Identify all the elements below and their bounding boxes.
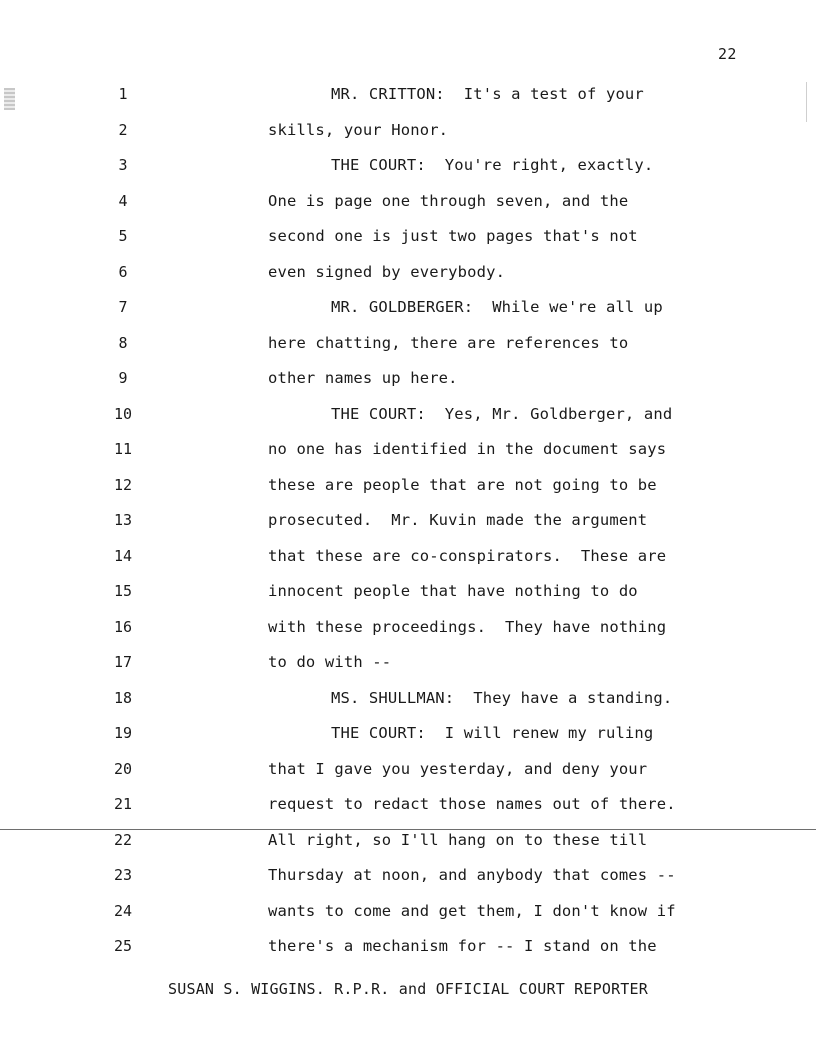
line-text: there's a mechanism for -- I stand on the [268, 937, 657, 955]
line-text: innocent people that have nothing to do [268, 582, 638, 600]
line-text: that I gave you yesterday, and deny your [268, 759, 648, 778]
transcript-line [0, 686, 816, 722]
line-number: 19 [113, 724, 133, 742]
line-text: second one is just two pages that's not [268, 227, 638, 245]
transcript-line [0, 331, 816, 367]
line-number: 14 [113, 546, 133, 565]
line-number: 21 [113, 795, 133, 813]
line-text: THE COURT: Yes, Mr. Goldberger, and [331, 404, 673, 423]
line-number: 13 [113, 511, 133, 529]
transcript-line [0, 473, 816, 509]
line-number: 6 [118, 262, 128, 281]
line-number: 10 [113, 404, 133, 423]
line-text: One is page one through seven, and the [268, 191, 629, 210]
line-number: 5 [118, 227, 128, 245]
line-number: 16 [113, 617, 133, 636]
line-text: here chatting, there are references to [268, 333, 629, 352]
line-number: 25 [113, 937, 133, 955]
line-number: 23 [113, 866, 133, 884]
page-divider-line [0, 829, 816, 830]
line-text: wants to come and get them, I don't know if [268, 901, 676, 920]
transcript-body [0, 82, 816, 970]
line-text: MR. CRITTON: It's a test of your [331, 85, 644, 103]
line-number: 7 [118, 298, 128, 316]
transcript-line [0, 650, 816, 686]
transcript-line [0, 757, 816, 793]
line-number: 3 [118, 156, 128, 174]
line-text: MS. SHULLMAN: They have a standing. [331, 688, 673, 707]
transcript-line [0, 508, 816, 544]
transcript-line [0, 189, 816, 225]
transcript-line [0, 118, 816, 154]
line-number: 17 [113, 653, 133, 671]
line-number: 2 [118, 120, 128, 139]
transcript-line [0, 934, 816, 970]
line-text: no one has identified in the document says [268, 440, 667, 458]
line-number: 12 [113, 475, 133, 494]
line-text: All right, so I'll hang on to these till [268, 830, 648, 849]
line-text: request to redact those names out of there. [268, 795, 676, 813]
transcript-line [0, 82, 816, 118]
line-text: MR. GOLDBERGER: While we're all up [331, 298, 663, 316]
line-text: with these proceedings. They have nothing [268, 617, 667, 636]
line-number: 24 [113, 901, 133, 920]
line-number: 18 [113, 688, 133, 707]
transcript-line [0, 828, 816, 864]
transcript-line [0, 792, 816, 828]
line-number: 20 [113, 759, 133, 778]
transcript-line [0, 295, 816, 331]
line-text: skills, your Honor. [268, 120, 449, 139]
transcript-line [0, 615, 816, 651]
line-text: even signed by everybody. [268, 262, 506, 281]
line-number: 8 [118, 333, 128, 352]
transcript-line [0, 402, 816, 438]
transcript-line [0, 544, 816, 580]
court-reporter-footer: SUSAN S. WIGGINS. R.P.R. and OFFICIAL COURT REPORTER [168, 980, 648, 998]
line-text: that these are co-conspirators. These are [268, 546, 667, 565]
line-text: other names up here. [268, 369, 458, 387]
transcript-line [0, 224, 816, 260]
line-text: THE COURT: I will renew my ruling [331, 724, 654, 742]
line-number: 11 [113, 440, 133, 458]
transcript-line [0, 899, 816, 935]
transcript-line [0, 437, 816, 473]
line-number: 4 [118, 191, 128, 210]
line-text: THE COURT: You're right, exactly. [331, 156, 654, 174]
line-text: Thursday at noon, and anybody that comes -- [268, 866, 676, 884]
transcript-line [0, 260, 816, 296]
transcript-line [0, 863, 816, 899]
transcript-line [0, 579, 816, 615]
line-text: to do with -- [268, 653, 392, 671]
line-number: 1 [118, 85, 128, 103]
transcript-line [0, 366, 816, 402]
line-text: these are people that are not going to be [268, 475, 657, 494]
line-number: 22 [113, 830, 133, 849]
transcript-line [0, 721, 816, 757]
line-number: 9 [118, 369, 128, 387]
line-number: 15 [113, 582, 133, 600]
transcript-line [0, 153, 816, 189]
page-number: 22 [718, 45, 737, 63]
line-text: prosecuted. Mr. Kuvin made the argument [268, 511, 648, 529]
